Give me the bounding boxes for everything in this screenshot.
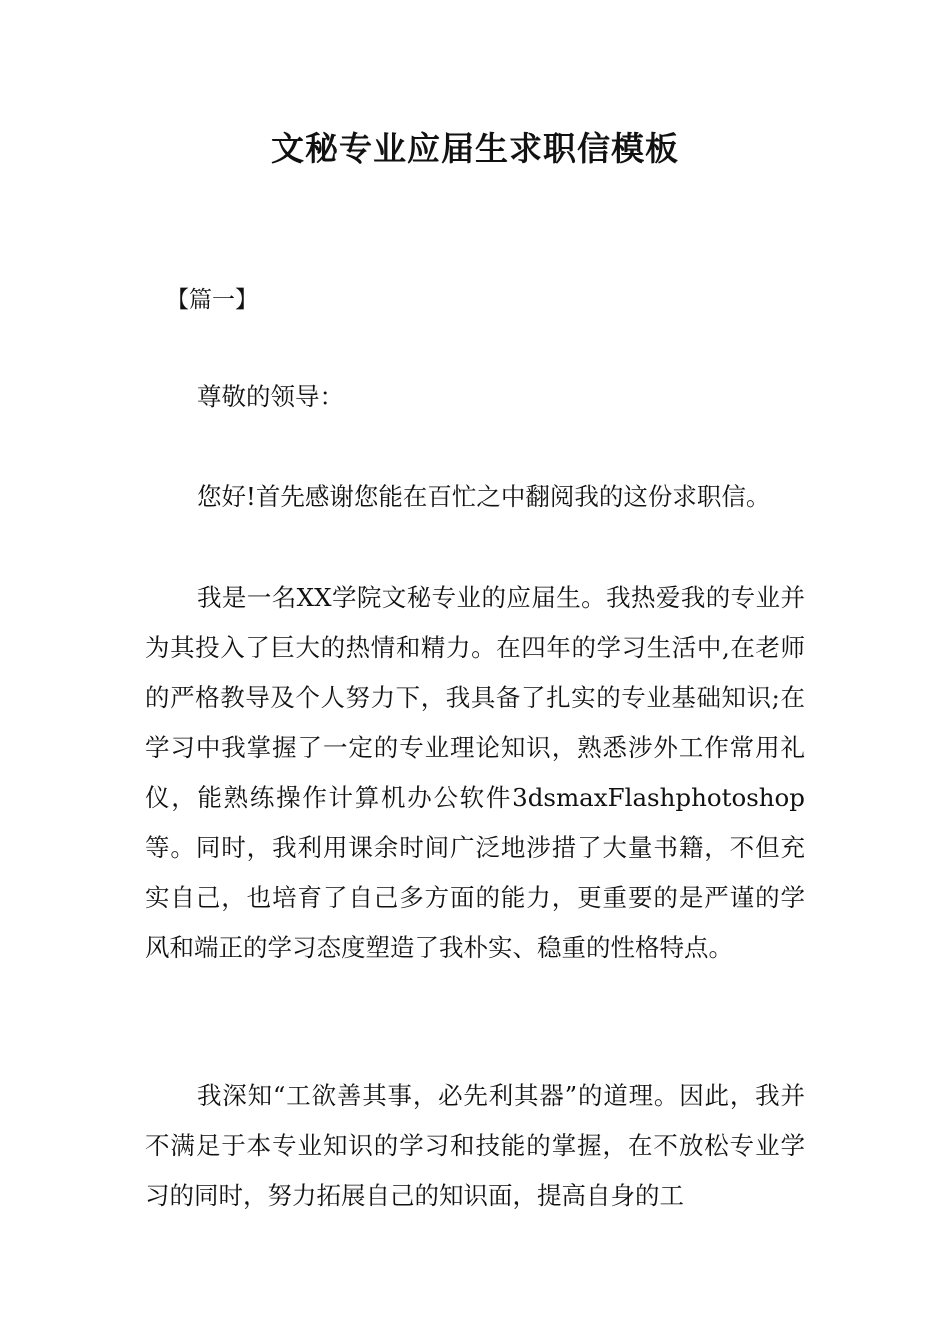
introduction-paragraph: 我是一名XX学院文秘专业的应届生。我热爱我的专业并为其投入了巨大的热情和精力。在四年的学习生活中,在老师的严格教导及个人努力下，我具备了扎实的专业基础知识;在学习中我掌握了一定的专业理论知识，熟悉涉外工作常用礼仪，能熟练操作计算机办公软件3dsmaxFlashphotoshop等。同时，我利用课余时间广泛地涉措了大量书籍，不但充实自己，也培育了自己多方面的能力，更重要的是严谨的学风和端正的学习态度塑造了我朴实、稳重的性格特点。 [145,583,805,962]
salutation-paragraph: 尊敬的领导： [197,382,344,411]
section-label: 【篇一】 [166,287,258,313]
greeting-paragraph: 您好!首先感谢您能在百忙之中翻阅我的这份求职信。 [197,482,771,511]
document-title: 文秘专业应届生求职信模板 [271,129,679,168]
skills-paragraph: 我深知“工欲善其事，必先利其器”的道理。因此，我并不满足于本专业知识的学习和技能的掌握，在不放松专业学习的同时，努力拓展自己的知识面，提高自身的工 [145,1081,805,1210]
